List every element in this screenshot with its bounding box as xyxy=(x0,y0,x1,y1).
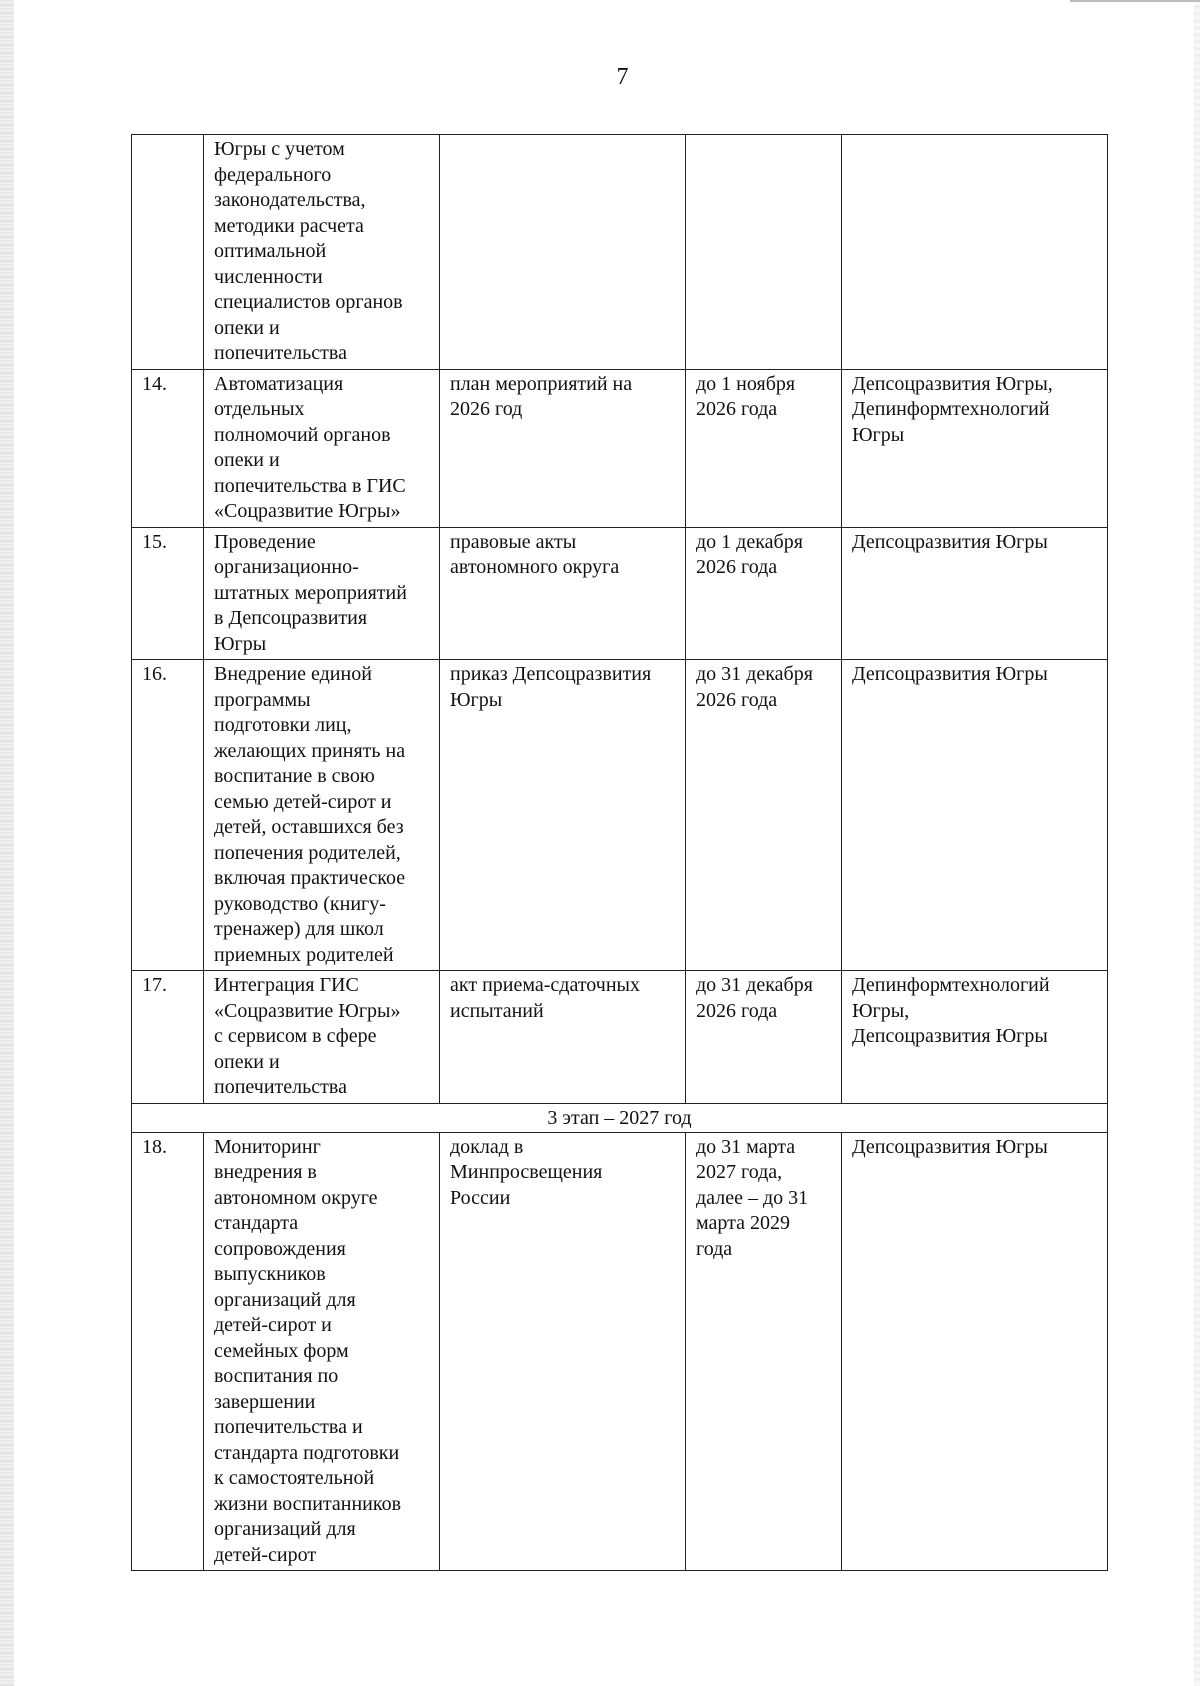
deadline-cell: до 1 декабря 2026 года xyxy=(686,527,842,660)
plan-table-body xyxy=(132,135,1108,1571)
result-form-cell: доклад в Минпросвещения России xyxy=(440,1132,686,1571)
row-number-cell xyxy=(132,135,204,370)
row-number-cell: 15. xyxy=(132,527,204,660)
table-row xyxy=(132,971,1108,1104)
page-number: 7 xyxy=(616,64,629,90)
deadline-cell: до 31 декабря 2026 года xyxy=(686,971,842,1104)
table-row xyxy=(132,527,1108,660)
deadline-cell xyxy=(686,135,842,370)
responsible-cell: Депсоцразвития Югры xyxy=(842,527,1108,660)
responsible-cell: Депсоцразвития Югры xyxy=(842,1132,1108,1571)
row-number-cell: 18. xyxy=(132,1132,204,1571)
responsible-cell: Депсоцразвития Югры xyxy=(842,660,1108,971)
event-cell: Проведение организационно- штатных мероприятий в Депсоцразвития Югры xyxy=(204,527,440,660)
deadline-cell: до 31 декабря 2026 года xyxy=(686,660,842,971)
stage-header-row xyxy=(132,1103,1108,1132)
responsible-cell: Депинформтехнологий Югры, Депсоцразвития Югры xyxy=(842,971,1108,1104)
plan-table xyxy=(131,134,1108,1571)
row-number-cell: 17. xyxy=(132,971,204,1104)
scan-edge-left xyxy=(0,0,14,1686)
table-row xyxy=(132,369,1108,527)
result-form-cell: акт приема-сдаточных испытаний xyxy=(440,971,686,1104)
responsible-cell: Депсоцразвития Югры, Депинформтехнологий Югры xyxy=(842,369,1108,527)
deadline-cell: до 1 ноября 2026 года xyxy=(686,369,842,527)
table-row xyxy=(132,135,1108,370)
event-cell: Внедрение единой программы подготовки лиц, желающих принять на воспитание в свою семью детей-сирот и детей, оставшихся без попечения родителей, включая практическое руководство (книгу- тренажер) для школ приемных родителей xyxy=(204,660,440,971)
result-form-cell: правовые акты автономного округа xyxy=(440,527,686,660)
result-form-cell xyxy=(440,135,686,370)
event-cell: Югры с учетом федерального законодательства, методики расчета оптимальной численности специалистов органов опеки и попечительства xyxy=(204,135,440,370)
deadline-cell: до 31 марта 2027 года, далее – до 31 марта 2029 года xyxy=(686,1132,842,1571)
table-row xyxy=(132,660,1108,971)
scan-edge-right xyxy=(1194,0,1200,1686)
result-form-cell: приказ Депсоцразвития Югры xyxy=(440,660,686,971)
stage-header-cell: 3 этап – 2027 год xyxy=(132,1103,1108,1132)
row-number-cell: 16. xyxy=(132,660,204,971)
top-rule xyxy=(1070,0,1200,2)
event-cell: Интеграция ГИС «Соцразвитие Югры» с сервисом в сфере опеки и попечительства xyxy=(204,971,440,1104)
table-row xyxy=(132,1132,1108,1571)
event-cell: Мониторинг внедрения в автономном округе стандарта сопровождения выпускников организаций для детей-сирот и семейных форм воспитания по завершении попечительства и стандарта подготовки к самостоятельной жизни воспитанников организаций для детей-сирот xyxy=(204,1132,440,1571)
result-form-cell: план мероприятий на 2026 год xyxy=(440,369,686,527)
event-cell: Автоматизация отдельных полномочий органов опеки и попечительства в ГИС «Соцразвитие Югры» xyxy=(204,369,440,527)
responsible-cell xyxy=(842,135,1108,370)
row-number-cell: 14. xyxy=(132,369,204,527)
